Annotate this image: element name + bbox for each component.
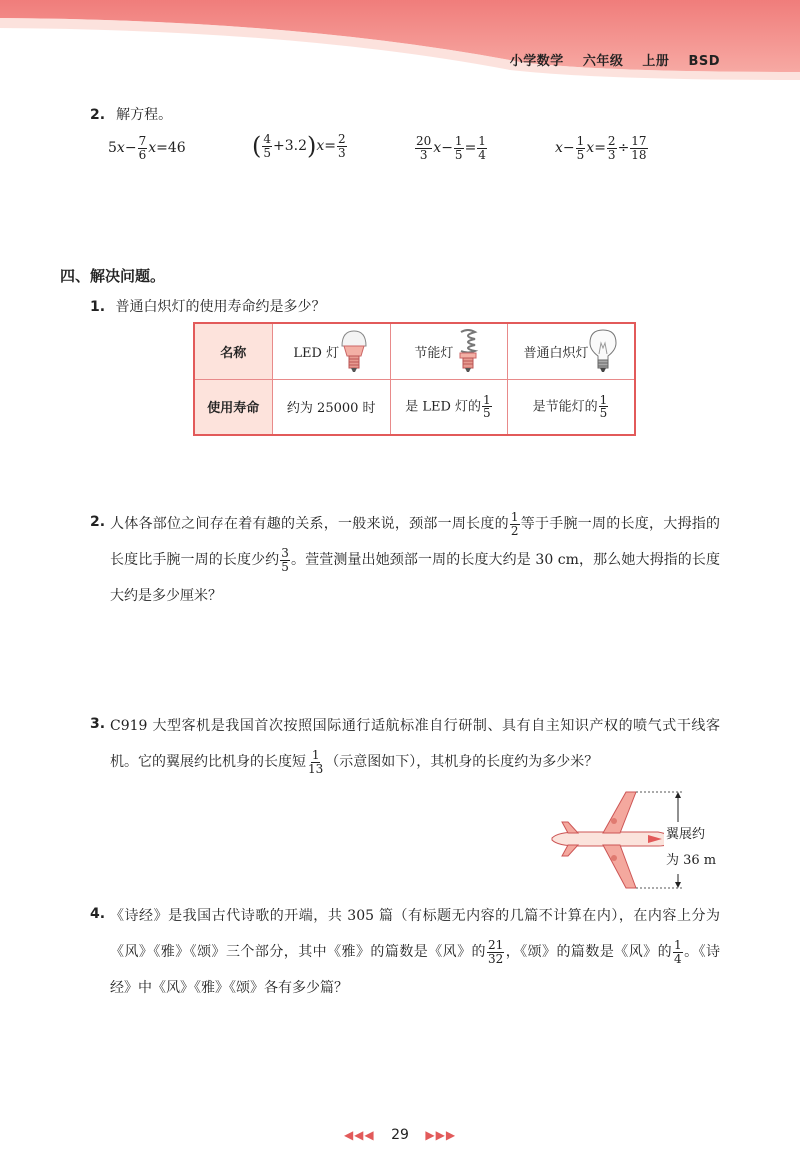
equation-3: $\frac{20}{3}$ x− $\frac{1}{5}$ = $\frac{1}{4}$: [416, 134, 486, 162]
next-arrows-icon: ▶▶▶: [425, 1128, 457, 1142]
equations-heading: [90, 104, 172, 124]
equation-4: x− $\frac{1}{5}$ x= $\frac{2}{3}$ ÷ $\frac{17}{18}$: [555, 134, 647, 162]
question-1-text: 普通白炽灯的使用寿命约是多少？: [115, 299, 326, 315]
led-bulb-icon: [339, 328, 369, 374]
table-header-name: 名称: [194, 323, 272, 379]
question-2-number: 2.: [90, 514, 106, 530]
question-3-text: C919 大型客机是我国首次按照国际通行适航标准自行研制、具有自主知识产权的喷气式干线客机。它的翼展约比机身的长度短 $\frac{1}{13}$ （示意图如下），其机身的长度约为多少米？: [110, 718, 720, 776]
wingspan-label: 翼展约 为 36 m: [664, 822, 718, 874]
table-row: [194, 379, 635, 435]
header-meta: [496, 50, 720, 69]
prev-arrows-icon: ◀◀◀: [343, 1128, 375, 1142]
question-4-text: 《诗经》是我国古代诗歌的开端，共 305 篇（有标题无内容的几篇不计算在内），在内容上分为《风》《雅》《颂》三个部分，其中《雅》的篇数是《风》的 $\frac{21}{32}$ ，《颂》的篇数是《风》的 $\frac{1}{4}$ 。《诗经》中《风》《雅》《颂》各有多少篇？: [110, 908, 721, 996]
table-header-life: 使用寿命: [194, 379, 272, 435]
question-1-number: 1.: [90, 299, 106, 315]
question-2-text: 人体各部位之间存在着有趣的关系，一般来说，颈部一周长度的 $\frac{1}{2}$ 等于手腕一周的长度，大拇指的长度比手腕一周的长度少约 $\frac{3}{5}$ 。萱萱测量出她颈部一周的长度大约是 30 cm，那么她大拇指的长度大约是多少厘米？: [110, 509, 720, 604]
question-1: [90, 296, 326, 316]
header-edition: BSD: [688, 54, 720, 69]
table-cell-cfl: 节能灯: [390, 323, 507, 379]
life-incandescent: 是节能灯的 $\frac{1}{5}$: [507, 379, 635, 435]
life-cfl: 是 LED 灯的 $\frac{1}{5}$: [390, 379, 507, 435]
section-title: 四、解决问题。: [60, 267, 166, 285]
equation-1: 5x− $\frac{7}{6}$ x=46: [108, 134, 186, 162]
life-led: 约为 25000 时: [272, 379, 390, 435]
table-cell-led: LED 灯: [272, 323, 390, 379]
equations-title: 解方程。: [116, 107, 173, 123]
question-3-number: 3.: [90, 716, 106, 732]
header-volume: 上册: [642, 54, 670, 69]
table-row: [194, 323, 635, 379]
header-grade: 六年级: [582, 54, 624, 69]
equation-2: ( $\frac{4}{5}$ +3.2)x= $\frac{2}{3}$: [252, 131, 346, 160]
page-number: 29: [391, 1127, 409, 1143]
page-footer: [0, 1127, 800, 1143]
question-4-number: 4.: [90, 906, 106, 922]
header-subject: 小学数学: [509, 54, 564, 69]
incandescent-bulb-icon: [588, 328, 618, 374]
lifespan-table: [193, 322, 636, 436]
table-cell-incandescent: 普通白炽灯: [507, 323, 635, 379]
equations-number: 2.: [90, 107, 106, 123]
energy-saving-bulb-icon: [453, 328, 483, 374]
